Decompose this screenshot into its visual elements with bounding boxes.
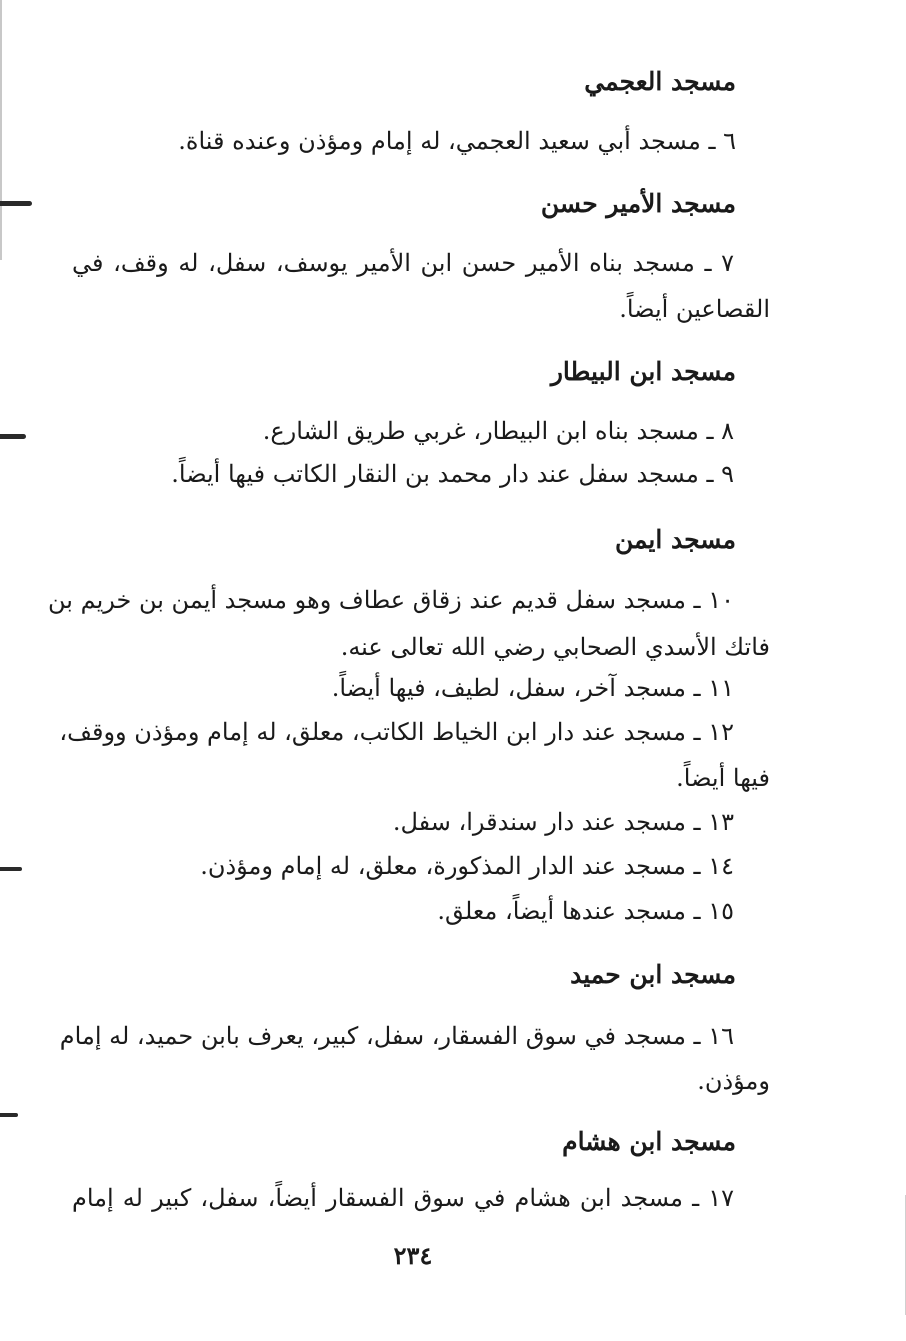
entry-line: ١٢ ـ مسجد عند دار ابن الخياط الكاتب، معلق، له إمام ومؤذن ووقف، bbox=[59, 718, 734, 746]
page-number: ٢٣٤ bbox=[393, 1241, 433, 1270]
scan-mark bbox=[0, 867, 22, 871]
entry-line: ٩ ـ مسجد سفل عند دار محمد بن النقار الكاتب فيها أيضاً. bbox=[171, 460, 734, 488]
scan-mark bbox=[0, 201, 32, 206]
entry-line: ٧ ـ مسجد بناه الأمير حسن ابن الأمير يوسف، سفل، له وقف، في bbox=[72, 249, 734, 277]
entry-line-continued: ومؤذن. bbox=[697, 1067, 770, 1095]
entry-line: ٦ ـ مسجد أبي سعيد العجمي، له إمام ومؤذن وعنده قناة. bbox=[178, 127, 736, 155]
scan-mark bbox=[0, 434, 26, 439]
section-heading: مسجد ايمن bbox=[614, 525, 736, 554]
section-heading: مسجد ابن هشام bbox=[562, 1127, 736, 1156]
entry-line: ٨ ـ مسجد بناه ابن البيطار، غربي طريق الشارع. bbox=[262, 417, 734, 445]
entry-line: ١٤ ـ مسجد عند الدار المذكورة، معلق، له إمام ومؤذن. bbox=[200, 852, 734, 880]
entry-line-continued: فاتك الأسدي الصحابي رضي الله تعالى عنه. bbox=[340, 633, 770, 661]
entry-line: ١٦ ـ مسجد في سوق الفسقار، سفل، كبير، يعرف بابن حميد، له إمام bbox=[59, 1022, 734, 1050]
entry-line: ١٠ ـ مسجد سفل قديم عند زقاق عطاف وهو مسجد أيمن بن خريم بن bbox=[48, 586, 734, 614]
entry-line: ١٥ ـ مسجد عندها أيضاً، معلق. bbox=[437, 897, 734, 925]
entry-line: ١٣ ـ مسجد عند دار سندقرا، سفل. bbox=[392, 808, 734, 836]
scan-mark bbox=[0, 1113, 18, 1117]
binding-edge bbox=[0, 0, 2, 260]
entry-line-continued: القصاعين أيضاً. bbox=[619, 295, 770, 323]
section-heading: مسجد الأمير حسن bbox=[540, 189, 736, 218]
section-heading: مسجد العجمي bbox=[584, 67, 736, 96]
section-heading: مسجد ابن البيطار bbox=[550, 357, 736, 386]
section-heading: مسجد ابن حميد bbox=[570, 960, 736, 989]
entry-line-continued: فيها أيضاً. bbox=[676, 764, 770, 792]
entry-line: ١٧ ـ مسجد ابن هشام في سوق الفسقار أيضاً، سفل، كبير له إمام bbox=[72, 1184, 734, 1212]
entry-line: ١١ ـ مسجد آخر، سفل، لطيف، فيها أيضاً. bbox=[331, 674, 734, 702]
